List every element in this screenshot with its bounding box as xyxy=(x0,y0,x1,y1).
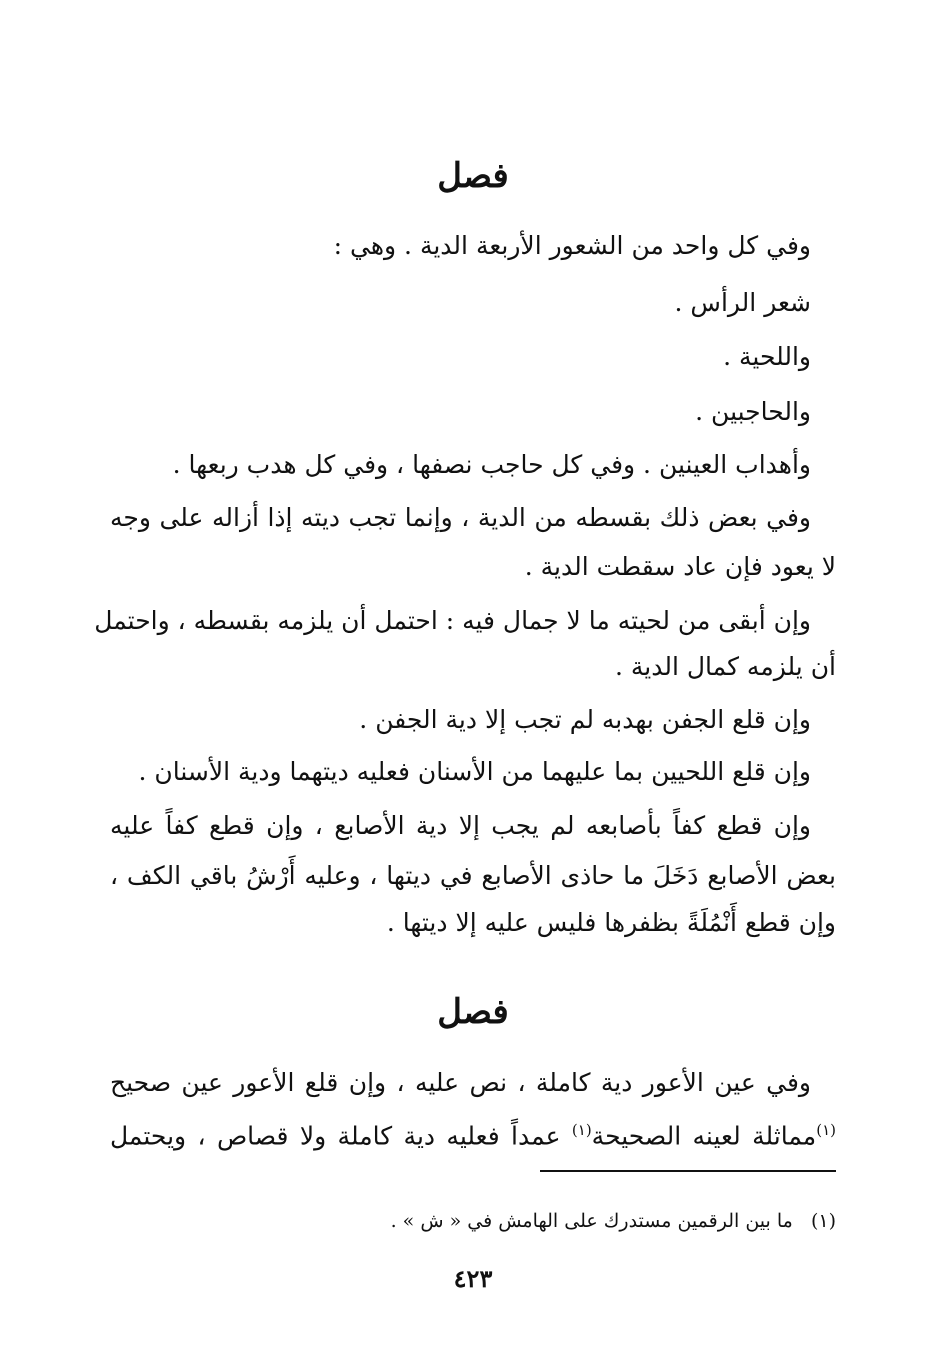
text-line: واللحية . xyxy=(723,342,811,371)
text-line xyxy=(110,1110,836,1156)
section-heading: فصل xyxy=(437,992,509,1032)
footnote xyxy=(110,1206,836,1236)
text-line: شعر الرأس . xyxy=(674,288,811,317)
text-line: أن يلزمه كمال الدية . xyxy=(614,652,836,681)
text-line: وأهداب العينين . وفي كل حاجب نصفها ، وفي كل هدب ربعها . xyxy=(172,450,811,479)
footnote-number: (١) xyxy=(810,1210,836,1232)
section-heading: فصل xyxy=(437,156,509,196)
text-line: وفي عين الأعور دية كاملة ، نص عليه ، وإن قلع الأعور عين صحيح xyxy=(110,1068,811,1097)
text-segment: مماثلة لعينه الصحيحة xyxy=(591,1121,817,1151)
footnote-marker: (١) xyxy=(816,1121,836,1139)
footnote-text: ما بين الرقمين مستدرك على الهامش في « ش » . xyxy=(390,1210,793,1232)
text-line: وإن قطع أَنْمُلَةً بظفرها فليس عليه إلا ديتها . xyxy=(386,908,836,937)
text-line: وإن قطع كفاً بأصابعه لم يجب إلا دية الأصابع ، وإن قطع كفاً عليه xyxy=(110,811,811,840)
text-segment: عمداً فعليه دية كاملة ولا قصاص ، ويحتمل xyxy=(110,1121,572,1151)
text-line: وإن أبقى من لحيته ما لا جمال فيه : احتمل أن يلزمه بقسطه ، واحتمل xyxy=(94,606,811,635)
footnote-marker: (١) xyxy=(571,1121,592,1139)
text-line: لا يعود فإن عاد سقطت الدية . xyxy=(524,552,836,581)
footnote-divider xyxy=(540,1170,836,1172)
page-number: ٤٢٣ xyxy=(453,1264,493,1293)
text-line: بعض الأصابع دَخَلَ ما حاذى الأصابع في ديتها ، وعليه أَرْشُ باقي الكف ، xyxy=(110,861,836,890)
text-line: وإن قلع الجفن بهدبه لم تجب إلا دية الجفن . xyxy=(359,705,811,734)
text-line: والحاجبين . xyxy=(695,397,811,426)
text-line: وإن قلع اللحيين بما عليهما من الأسنان فعليه ديتهما ودية الأسنان . xyxy=(138,757,811,786)
text-line: وفي بعض ذلك بقسطه من الدية ، وإنما تجب ديته إذا أزاله على وجه xyxy=(110,503,811,532)
text-line: وفي كل واحد من الشعور الأربعة الدية . وهي : xyxy=(333,231,811,260)
